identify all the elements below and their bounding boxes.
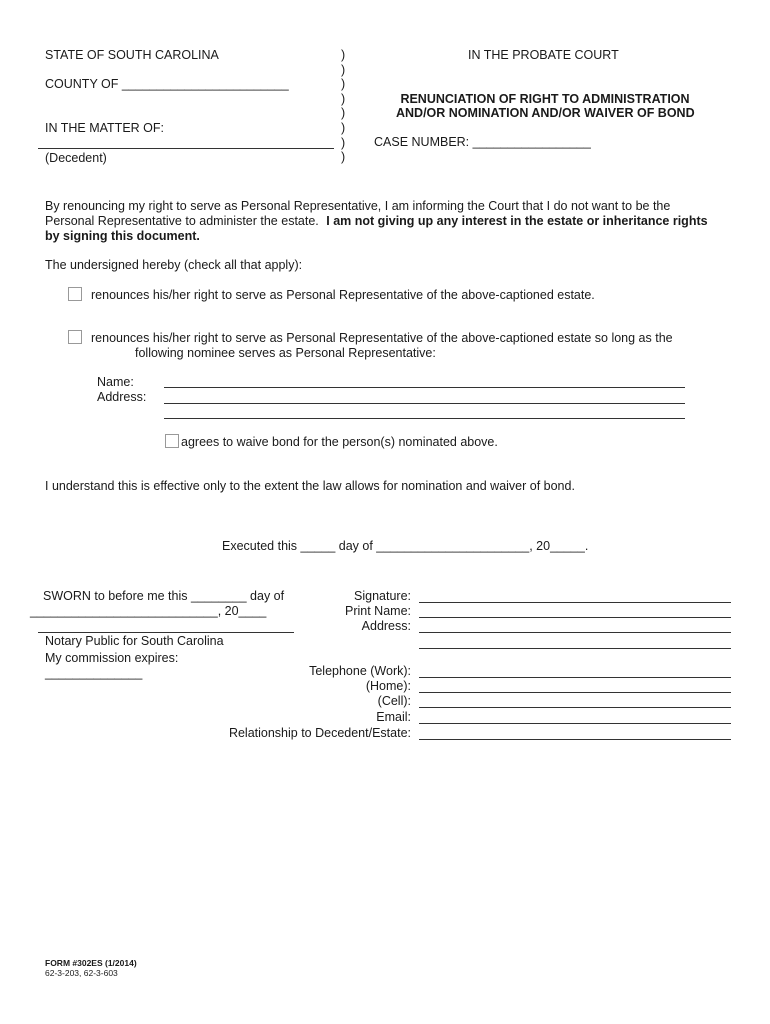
telephone-cell-label: (Cell): — [377, 694, 411, 708]
executed-line: Executed this _____ day of ______________________, 20_____. — [222, 539, 589, 553]
decedent-label: (Decedent) — [45, 151, 107, 165]
nominee-address-line[interactable] — [164, 403, 685, 404]
form-title-line1: RENUNCIATION OF RIGHT TO ADMINISTRATION — [400, 92, 690, 106]
caption-paren: ) — [341, 135, 346, 150]
nominate-option-label: renounces his/her right to serve as Personal Representative of the above-captioned estate so long as the — [91, 331, 673, 345]
intro-text — [45, 214, 708, 229]
renounce-checkbox[interactable] — [68, 287, 82, 301]
signer-address-line[interactable] — [419, 632, 731, 633]
telephone-cell-line[interactable] — [419, 707, 731, 708]
statute-reference: 62-3-203, 62-3-603 — [45, 968, 118, 978]
court-label: IN THE PROBATE COURT — [468, 48, 619, 62]
caption-paren: ) — [341, 106, 346, 121]
caption-paren: ) — [341, 150, 346, 165]
notary-public-label: Notary Public for South Carolina — [45, 634, 224, 648]
sworn-date-line: ___________________________, 20____ — [30, 604, 267, 618]
intro-text-bold: by signing this document. — [45, 229, 200, 243]
undersigned-label: The undersigned hereby (check all that apply): — [45, 258, 303, 272]
intro-text-bold: I am not giving up any interest in the estate or inheritance rights — [326, 214, 708, 228]
decedent-name-line[interactable] — [38, 148, 334, 149]
form-title-line2: AND/OR NOMINATION AND/OR WAIVER OF BOND — [396, 106, 695, 120]
nominee-address-label: Address: — [97, 390, 147, 404]
intro-text: By renouncing my right to serve as Personal Representative, I am informing the Court that I do not want to be the — [45, 199, 671, 213]
signer-address-label: Address: — [361, 619, 411, 633]
email-line[interactable] — [419, 723, 731, 724]
relationship-label: Relationship to Decedent/Estate: — [228, 726, 411, 740]
email-label: Email: — [376, 710, 411, 724]
matter-label: IN THE MATTER OF: — [45, 121, 164, 135]
form-number: FORM #302ES (1/2014) — [45, 958, 137, 968]
case-number-label: CASE NUMBER: _________________ — [374, 135, 591, 149]
commission-label: My commission expires: — [45, 651, 179, 665]
signature-label: Signature: — [354, 589, 411, 603]
waive-bond-label: agrees to waive bond for the person(s) nominated above. — [181, 435, 498, 449]
telephone-work-label: Telephone (Work): — [309, 664, 411, 678]
caption-paren: ) — [341, 91, 346, 106]
caption-paren: ) — [341, 121, 346, 135]
waive-bond-checkbox[interactable] — [165, 434, 179, 448]
understand-statement: I understand this is effective only to the extent the law allows for nomination and waiver of bond. — [45, 479, 575, 493]
print-name-label: Print Name: — [345, 604, 411, 618]
telephone-home-line[interactable] — [419, 692, 731, 693]
nominee-address-line[interactable] — [164, 418, 685, 419]
print-name-line[interactable] — [419, 617, 731, 618]
commission-blank: ______________ — [45, 666, 143, 680]
county-label: COUNTY OF ________________________ — [45, 77, 289, 91]
nominate-option-label: following nominee serves as Personal Representative: — [135, 346, 436, 360]
renounce-option-label: renounces his/her right to serve as Personal Representative of the above-captioned estate. — [91, 288, 595, 302]
signature-line[interactable] — [419, 602, 731, 603]
sworn-label: SWORN to before me this ________ day of — [43, 589, 285, 603]
telephone-home-label: (Home): — [365, 679, 411, 693]
caption-paren: ) — [341, 77, 346, 92]
nominee-name-line[interactable] — [164, 387, 685, 388]
nominee-name-label: Name: — [97, 375, 134, 389]
nominate-checkbox[interactable] — [68, 330, 82, 344]
telephone-work-line[interactable] — [419, 677, 731, 678]
caption-paren: ) — [341, 48, 346, 62]
signer-address-line[interactable] — [419, 648, 731, 649]
relationship-line[interactable] — [419, 739, 731, 740]
intro-text-plain: Personal Representative to administer the estate. — [45, 214, 319, 228]
caption-paren: ) — [341, 62, 346, 77]
state-label: STATE OF SOUTH CAROLINA — [45, 48, 219, 62]
